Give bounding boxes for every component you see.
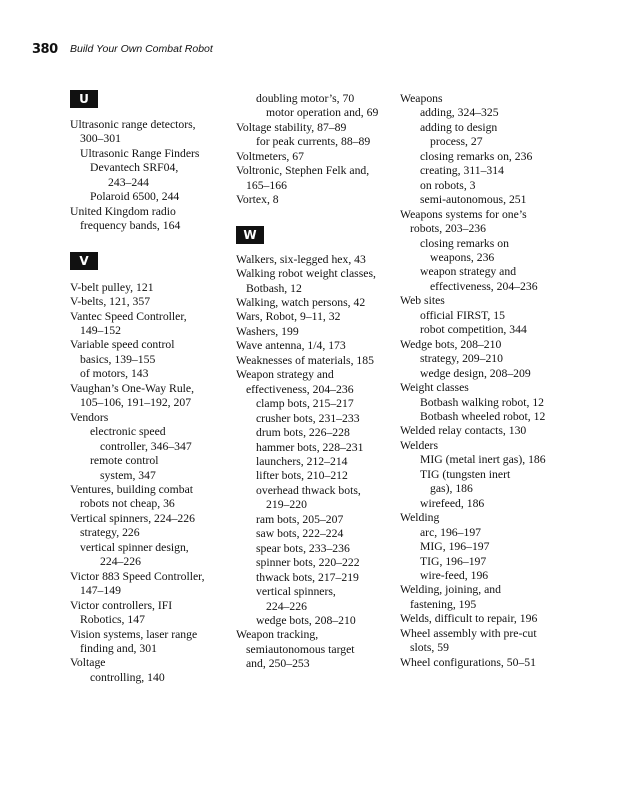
index-entry: gas), 186 (430, 482, 473, 496)
index-entry: controlling, 140 (90, 670, 165, 684)
index-entry: Web sites (400, 294, 445, 308)
index-entry: Weaknesses of materials, 185 (236, 353, 374, 367)
index-entry: frequency bands, 164 (80, 219, 181, 233)
running-head: Build Your Own Combat Robot (70, 43, 213, 55)
index-entry: basics, 139–155 (80, 352, 156, 366)
index-entry: crusher bots, 231–233 (256, 411, 360, 425)
index-entry: spear bots, 233–236 (256, 541, 350, 555)
index-entry: robot competition, 344 (420, 323, 527, 337)
index-entry: Vision systems, laser range (70, 627, 198, 641)
index-entry: vertical spinner design, (80, 540, 189, 554)
index-list-u (70, 118, 240, 234)
index-entry: launchers, 212–214 (256, 454, 348, 468)
index-entry: Weapon tracking, (236, 628, 319, 642)
index-entry: MIG, 196–197 (420, 540, 490, 554)
index-entry: for peak currents, 88–89 (256, 135, 371, 149)
index-entry: Walkers, six-legged hex, 43 (236, 252, 366, 266)
index-entry: strategy, 226 (80, 526, 140, 540)
index-entry: remote control (90, 454, 159, 468)
index-entry: Polaroid 6500, 244 (90, 190, 180, 204)
index-entry: strategy, 209–210 (420, 352, 503, 366)
index-entry: Botbash wheeled robot, 12 (420, 409, 546, 423)
index-entry: Walking robot weight classes, (236, 267, 376, 281)
index-entry: Wars, Robot, 9–11, 32 (236, 310, 341, 324)
index-entry: Weapons (400, 92, 443, 105)
index-entry: Vantec Speed Controller, (70, 309, 187, 323)
index-entry: Voltage (70, 656, 106, 670)
index-entry: Robotics, 147 (80, 613, 145, 627)
index-entry: process, 27 (430, 135, 483, 149)
index-entry: semi-autonomous, 251 (420, 193, 527, 207)
index-entry: Welding, joining, and (400, 583, 501, 597)
index-entry: Walking, watch persons, 42 (236, 295, 366, 309)
index-entry: saw bots, 222–224 (256, 527, 344, 541)
index-entry: Weight classes (400, 381, 469, 395)
index-entry: Botbash, 12 (246, 281, 302, 295)
index-entry: wedge design, 208–209 (420, 366, 531, 380)
index-entry: 224–226 (266, 599, 307, 613)
index-entry: Voltronic, Stephen Felk and, (236, 164, 370, 178)
index-entry: closing remarks on (420, 236, 509, 250)
index-entry: wirefeed, 186 (420, 496, 485, 510)
index-list-w-continued (400, 92, 570, 670)
index-entry: and, 250–253 (246, 657, 310, 671)
index-column-1 (70, 90, 240, 685)
index-entry: V-belt pulley, 121 (70, 280, 154, 294)
index-entry: system, 347 (100, 468, 156, 482)
index-entry: Welded relay contacts, 130 (400, 424, 527, 438)
section-letter-v: V (70, 252, 98, 270)
index-entry: Victor 883 Speed Controller, (70, 569, 205, 583)
index-entry: arc, 196–197 (420, 525, 482, 539)
index-entry: thwack bots, 217–219 (256, 570, 359, 584)
index-entry: on robots, 3 (420, 178, 476, 192)
index-entry: Welds, difficult to repair, 196 (400, 612, 538, 626)
index-entry: controller, 346–347 (100, 439, 192, 453)
index-entry: vertical spinners, (256, 585, 336, 599)
index-entry: 105–106, 191–192, 207 (80, 396, 192, 410)
index-entry: effectiveness, 204–236 (246, 382, 354, 396)
index-entry: of motors, 143 (80, 367, 149, 381)
index-entry: weapon strategy and (420, 265, 517, 279)
index-entry: overhead thwack bots, (256, 483, 361, 497)
index-entry: Wheel assembly with pre-cut (400, 626, 537, 640)
index-entry: Vortex, 8 (236, 193, 279, 207)
index-entry: Ultrasonic range detectors, (70, 118, 196, 131)
index-entry: adding, 324–325 (420, 106, 499, 120)
index-entry: Wave antenna, 1/4, 173 (236, 339, 346, 353)
index-entry: robots, 203–236 (410, 222, 486, 236)
index-column-2 (236, 92, 406, 672)
index-entry: 219–220 (266, 498, 307, 512)
index-entry: motor operation and, 69 (266, 106, 379, 120)
index-entry: Devantech SRF04, (90, 161, 179, 175)
index-entry: hammer bots, 228–231 (256, 440, 364, 454)
index-entry: Vertical spinners, 224–226 (70, 511, 195, 525)
index-entry: Washers, 199 (236, 324, 299, 338)
index-entry: Vendors (70, 410, 109, 424)
index-entry: adding to design (420, 120, 498, 134)
index-entry: clamp bots, 215–217 (256, 397, 354, 411)
index-entry: 224–226 (100, 555, 141, 569)
index-entry: 165–166 (246, 178, 287, 192)
index-entry: Wheel configurations, 50–51 (400, 655, 536, 669)
index-entry: 147–149 (80, 584, 121, 598)
index-entry: Victor controllers, IFI (70, 598, 173, 612)
index-entry: Botbash walking robot, 12 (420, 395, 545, 409)
index-column-3 (400, 92, 570, 670)
index-entry: slots, 59 (410, 641, 449, 655)
index-entry: robots not cheap, 36 (80, 497, 175, 511)
index-entry: wedge bots, 208–210 (256, 613, 356, 627)
index-entry: official FIRST, 15 (420, 308, 505, 322)
index-entry: V-belts, 121, 357 (70, 295, 151, 309)
index-entry: spinner bots, 220–222 (256, 556, 360, 570)
index-entry: finding and, 301 (80, 641, 157, 655)
index-entry: lifter bots, 210–212 (256, 469, 348, 483)
index-entry: closing remarks on, 236 (420, 149, 533, 163)
index-entry: Voltage stability, 87–89 (236, 120, 347, 134)
index-entry: fastening, 195 (410, 597, 477, 611)
index-entry: Welders (400, 438, 439, 452)
index-entry: TIG, 196–197 (420, 554, 487, 568)
index-entry: doubling motor’s, 70 (256, 92, 355, 105)
index-entry: effectiveness, 204–236 (430, 279, 538, 293)
page-number: 380 (32, 42, 58, 57)
section-letter-u: U (70, 90, 98, 108)
index-entry: Variable speed control (70, 338, 175, 352)
index-entry: MIG (metal inert gas), 186 (420, 453, 546, 467)
index-entry: Vaughan’s One-Way Rule, (70, 381, 195, 395)
index-entry: Ultrasonic Range Finders (80, 146, 200, 160)
index-entry: weapons, 236 (430, 250, 495, 264)
index-entry: United Kingdom radio (70, 204, 176, 218)
index-entry: TIG (tungsten inert (420, 467, 511, 481)
index-entry: drum bots, 226–228 (256, 426, 350, 440)
index-entry: 149–152 (80, 323, 121, 337)
index-entry: Welding (400, 511, 440, 525)
index-entry: wire-feed, 196 (420, 568, 489, 582)
section-letter-w: W (236, 226, 264, 244)
index-entry: creating, 311–314 (420, 164, 504, 178)
index-entry: Weapon strategy and (236, 368, 334, 382)
index-entry: Voltmeters, 67 (236, 149, 304, 163)
index-entry: Wedge bots, 208–210 (400, 337, 502, 351)
index-entry: ram bots, 205–207 (256, 512, 344, 526)
index-entry: Ventures, building combat (70, 482, 194, 496)
index-entry: Weapons systems for one’s (400, 207, 527, 221)
index-list-v (70, 281, 240, 686)
index-list-w (236, 253, 406, 672)
index-entry: semiautonomous target (246, 642, 355, 656)
index-entry: 300–301 (80, 132, 121, 146)
index-entry: 243–244 (108, 175, 149, 189)
index-list-v-continued (236, 92, 406, 208)
index-entry: electronic speed (90, 425, 166, 439)
